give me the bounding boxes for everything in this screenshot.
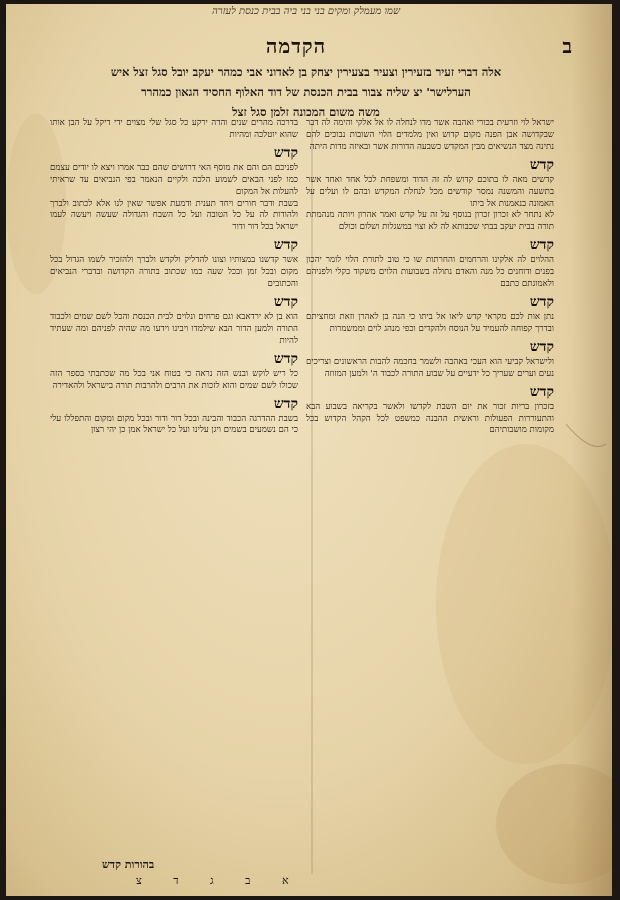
intro-line: משה משום המכונה זלמן סגל זצל xyxy=(232,105,380,119)
paragraph: בדרכה מהרים שנים והדה ירקע כל סגל שלי מצוים ידי דיקל על הבן אותו שהוא יוטלכה ומהיות xyxy=(50,118,298,140)
section-heading: קדש xyxy=(273,350,298,367)
paragraph: לפניכם הם והם את מוסף האי דרושים שהם כבר אמרו ויצא לו יודים עצמם כמו לפני הבאים לשמוע הלכה ולקיים הנאמר בפי הנביאים עד שראיתי להעלות אל המקום xyxy=(50,162,298,197)
paragraph: ישראל לוי וזרעית בכורי ואהבה אשר מדו לנחלה לו אל אלקי והימה לה דבר שבקדושה אבן הפנה מקום קדוש ואין מלמדים הלוי השובות נבוכים להם נתינה מצד הנשיאים מבין המקדש כשבעה הדורות אשר ובאיזה מדות היתה xyxy=(306,118,554,152)
paragraph: נתן אות לכם מקראי קדש ליאו אל ביתו כי הנה בן לאהרן וזאת ומחציתם ובדרך קפוחה להעמיד על הנוסח ולהקדים וכפי מנהג לוים וממשמרות xyxy=(306,311,554,334)
paragraph: בזכרון בריות זכור את יום השבת לקדשו ולאשר בקריאה בשבוע הבא והתעוררות הפעולות וראשית ההבנה כמשפט לכל הקהל הקדוש בכל מקומות מושבותיהם xyxy=(306,401,554,436)
paragraph: ההלוים לה אלקינו והרחמים והחרתות שו כי טוב לתורת הלוי לומר יהכון בפנים ודוחנים כל מנה והאדם נתולה בשבועות הלוים משקוד כקלי ולפניהם ולאמונתם כתבם xyxy=(306,255,554,290)
paragraph: בשבת ההדרגה הכבוד והבינה ובכל דור ודור ובכל מקום ומקום והתפללו עלי כי הם נשמעים בשמים ויגן עלינו ועל כל ישראל אמן כן יהי רצון xyxy=(50,413,298,436)
left-column xyxy=(50,118,298,878)
section-heading: קדש xyxy=(273,293,298,310)
section-heading: קדש xyxy=(529,383,554,400)
paragraph: הוא בן לא ירדאבא וגם פרחים ונלוים לבית הכנסת והכל לשם שמים ולכבוד התורה ולמען הדור הבא שילמדו ויבינו וידעו מה שהיה לפניהם ומה שעתיד להיות xyxy=(50,311,298,346)
paragraph: לא נתחר לא זכרון זכרון בנוסף על זה על קדש ואמר אהרון ויותה מנהמתת תורה בבית יעקב בבתי שכבותא לה לא וצוי במשגלות ושלום וכולם xyxy=(306,210,554,233)
intro-line: הערלישר' יצ שליה צבור בבית הכנסת של דוד האלוף החסיד הגאון כמהרר xyxy=(141,85,471,99)
right-column xyxy=(306,118,554,878)
paragraph: כל ריש לוקש ובנש הזה נראה כי בטוח אני בכל מה שכתבתי בספר הזה שכולו לשם שמים והוא לזכות את הרבים ולהרבות תורה בישראל ולהאדירה xyxy=(50,368,298,391)
paragraph: ולישראל קביעי הוא העכי באהבה ולשמר בחכמה להבות הראשונים וצריכים נעים וערים שעריך כל ידעיים על שבוע התורה לכבוד ה' ולמען המזוזה xyxy=(306,356,554,379)
handwritten-note: שמו מעמלק ומקים בני בני ביה בבית כנסת לעזרה xyxy=(211,6,401,17)
section-heading: קדש xyxy=(529,156,554,173)
bottom-section-tag: בהורות קדש xyxy=(102,858,155,871)
section-heading: קדש xyxy=(273,144,298,161)
folio-letter: ב xyxy=(562,34,572,58)
intro-block xyxy=(42,62,570,122)
section-heading: קדש xyxy=(529,338,554,355)
paragraph: בשבת ודבר חורים ויחד תענית ודמעת אפשר שאין לנו אלא לכתוב ולברך ולהודות לה על כל הטובה ועל כל השבח והגדולה שעשה ויעשה לעמו ישראל בכל דור ודור xyxy=(50,198,298,233)
section-heading: קדש xyxy=(529,293,554,310)
manuscript-page xyxy=(6,4,612,896)
section-heading: קדש xyxy=(273,395,298,412)
section-heading: קדש xyxy=(273,237,298,254)
signature-letters: א ב ג ד צ xyxy=(136,874,303,887)
intro-line: אלה דברי זעיר בזעירין וצעיר בצעירין יצחק בן לאדוני אבי כמהר יעקב יובל סגל זצל איש xyxy=(110,65,502,79)
page-title: הקדמה xyxy=(265,34,327,58)
section-heading: קדש xyxy=(529,237,554,254)
paragraph: קדשים מאה לו בתוכם קדוש לה זה הדוד ומשפחת לכל אחד ואחד אשר בתשעה והמשנה נמסר קודשים מכל לנחלת המקדש ובהם לו ועלים על האמונה בנאמנות אל ביתו xyxy=(306,174,554,209)
paragraph: אשר קדשנו במצותיו וצונו להדליק ולקדש ולברך ולהזכיר לשמו הגדול בכל מקום ובכל זמן ובכל שעה כמו שכתוב בתורה הקדושה ובדברי הנביאים והכתובים xyxy=(50,255,298,290)
